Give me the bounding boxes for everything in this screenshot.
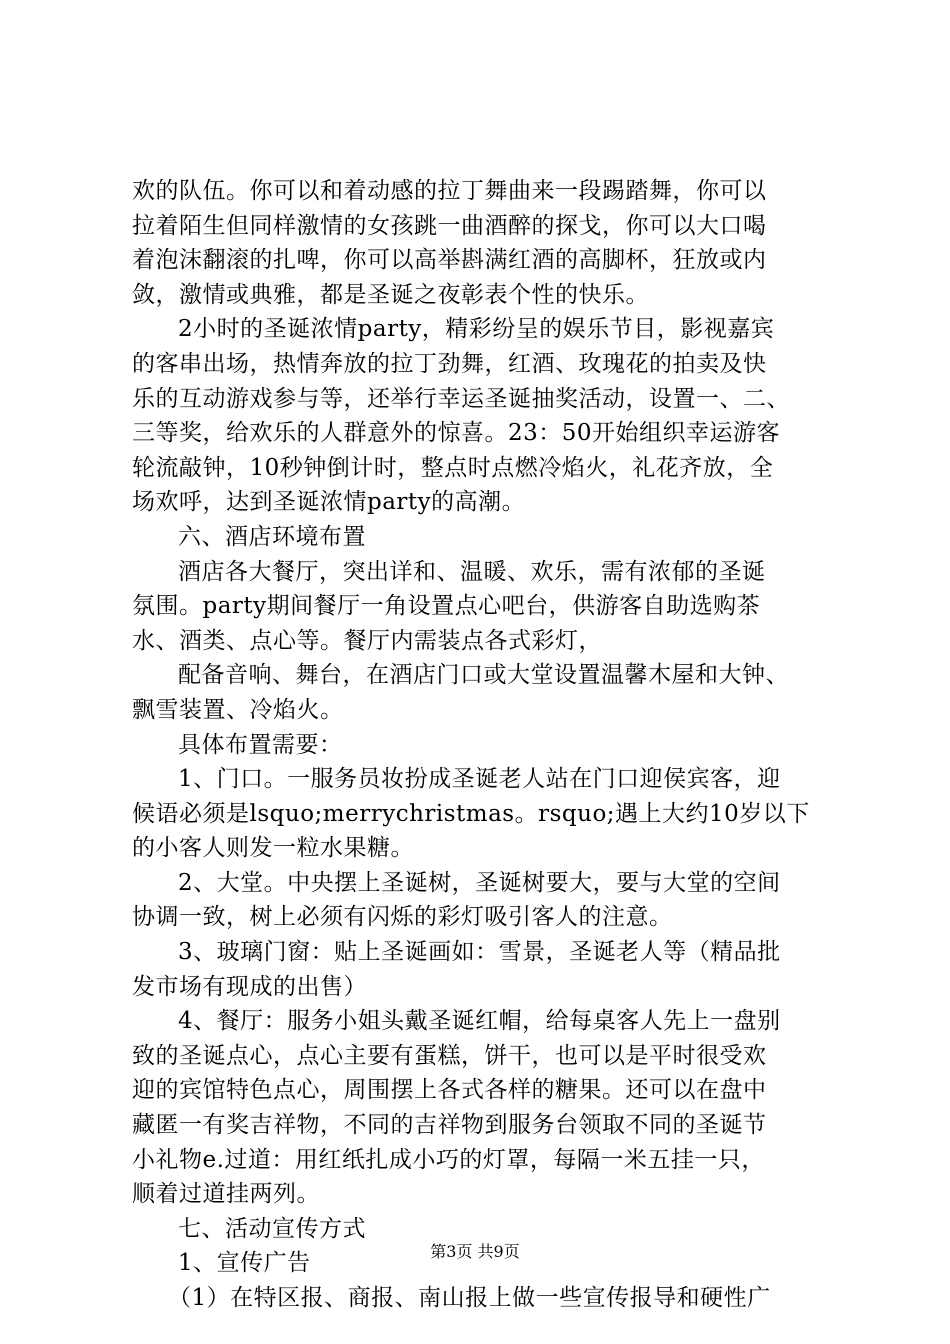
text-line: 场欢呼，达到圣诞浓情party的高潮。 [132, 489, 526, 516]
text-line: 3、玻璃门窗：贴上圣诞画如：雪景，圣诞老人等（精品批 [178, 939, 781, 966]
text-line: 1、门口。一服务员妆扮成圣诞老人站在门口迎侯宾客，迎 [178, 766, 781, 793]
text-line: 着泡沫翻滚的扎啤，你可以高举斟满红酒的高脚杯，狂放或内 [132, 247, 767, 274]
text-line: 发市场有现成的出售） [132, 973, 367, 1000]
text-line: 顺着过道挂两列。 [132, 1181, 320, 1208]
text-line: 三等奖，给欢乐的人群意外的惊喜。23：50开始组织幸运游客 [132, 420, 781, 447]
text-line: 酒店各大餐厅，突出详和、温暖、欢乐，需有浓郁的圣诞 [178, 558, 766, 585]
text-line: 迎的宾馆特色点心，周围摆上各式各样的糖果。还可以在盘中 [132, 1077, 767, 1104]
text-line: 的客串出场，热情奔放的拉丁劲舞，红酒、玫瑰花的拍卖及快 [132, 350, 767, 377]
text-line: 配备音响、舞台，在酒店门口或大堂设置温馨木屋和大钟、 [178, 662, 789, 689]
text-line: 轮流敲钟，10秒钟倒计时，整点时点燃冷焰火，礼花齐放，全 [132, 454, 774, 481]
text-line: 2、大堂。中央摆上圣诞树，圣诞树要大，要与大堂的空间 [178, 869, 781, 896]
text-line: 候语必须是lsquo;merrychristmas。rsquo;遇上大约10岁以下 [132, 800, 810, 827]
subheading: 具体布置需要： [178, 731, 343, 758]
text-line: 氛围。party期间餐厅一角设置点心吧台，供游客自助选购茶 [132, 593, 761, 620]
text-line: 致的圣诞点心，点心主要有蛋糕，饼干，也可以是平时很受欢 [132, 1042, 767, 1069]
page-footer: 第3页 共9页 [430, 1242, 520, 1261]
text-line: 4、餐厅：服务小姐头戴圣诞红帽，给每桌客人先上一盘别 [178, 1008, 781, 1035]
text-line: 协调一致，树上必须有闪烁的彩灯吸引客人的注意。 [132, 904, 673, 931]
section-heading: 六、酒店环境布置 [178, 523, 366, 550]
section-heading: 七、活动宣传方式 [178, 1215, 366, 1242]
text-line: 拉着陌生但同样激情的女孩跳一曲酒醉的探戈，你可以大口喝 [132, 212, 767, 239]
text-line: （1）在特区报、商报、南山报上做一些宣传报导和硬性广 [168, 1285, 771, 1311]
text-line: 水、酒类、点心等。餐厅内需装点各式彩灯， [132, 627, 602, 654]
text-line: 欢的队伍。你可以和着动感的拉丁舞曲来一段踢踏舞，你可以 [132, 178, 767, 204]
text-line: 的小客人则发一粒水果糖。 [132, 835, 414, 862]
text-line: 飘雪装置、冷焰火。 [132, 696, 344, 723]
body-text [132, 174, 832, 1316]
text-line: 敛，激情或典雅，都是圣诞之夜彰表个性的快乐。 [132, 281, 649, 308]
text-line: 乐的互动游戏参与等，还举行幸运圣诞抽奖活动，设置一、二、 [132, 385, 790, 412]
subheading: 1、宣传广告 [178, 1250, 311, 1277]
text-line: 藏匿一有奖吉祥物，不同的吉祥物到服务台领取不同的圣诞节 [132, 1112, 767, 1139]
text-line: 2小时的圣诞浓情party，精彩纷呈的娱乐节目，影视嘉宾 [178, 316, 775, 343]
text-line: 小礼物e.过道：用红纸扎成小巧的灯罩，每隔一米五挂一只， [132, 1146, 765, 1173]
